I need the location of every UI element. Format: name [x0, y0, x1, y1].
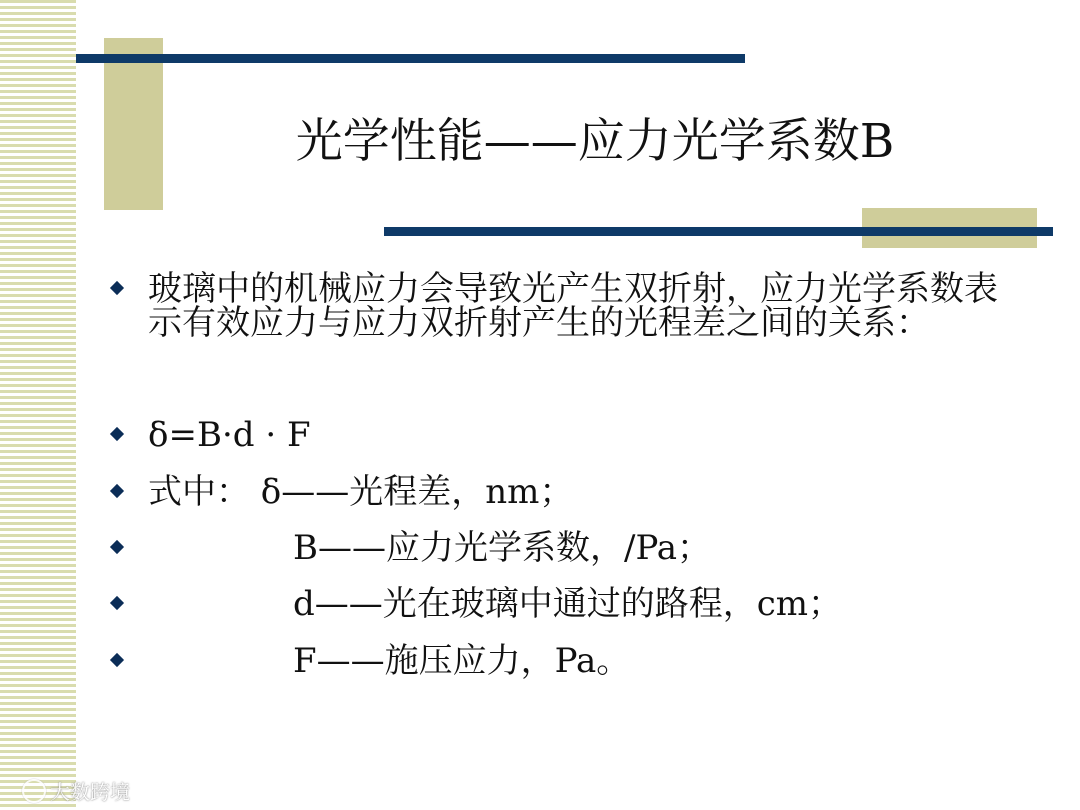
diamond-bullet-icon — [110, 281, 124, 295]
striped-side-decoration — [0, 0, 76, 810]
bullet-text: 式中： δ——光程差，nm； — [148, 472, 574, 512]
bullet-item — [104, 584, 843, 624]
bullet-text: δ=B·d · F — [148, 415, 311, 455]
bullet-item — [104, 528, 712, 568]
diamond-bullet-icon — [110, 484, 124, 498]
bullet-text: F——施压应力，Pa。 — [293, 641, 631, 681]
bullet-text: 玻璃中的机械应力会导致光产生双折射，应力光学系数表示有效应力与应力双折射产生的光程差之间的关系： — [148, 269, 998, 343]
bullet-text: B——应力光学系数，/Pa； — [293, 528, 712, 568]
diamond-bullet-icon — [110, 427, 124, 441]
navy-bar-middle — [384, 227, 1053, 236]
bullet-item — [104, 641, 631, 681]
watermark-logo-icon — [22, 779, 46, 803]
watermark — [22, 776, 130, 805]
watermark-text: 大数跨境 — [50, 780, 130, 804]
slide-title: 光学性能——应力光学系数B — [295, 114, 895, 169]
navy-bar-top — [76, 54, 745, 63]
diamond-bullet-icon — [110, 540, 124, 554]
diamond-bullet-icon — [110, 653, 124, 667]
diamond-bullet-icon — [110, 596, 124, 610]
bullet-item — [104, 269, 1008, 343]
bullet-item — [104, 472, 574, 512]
bullet-item — [104, 415, 311, 455]
bullet-text: d——光在玻璃中通过的路程，cm； — [293, 584, 843, 624]
